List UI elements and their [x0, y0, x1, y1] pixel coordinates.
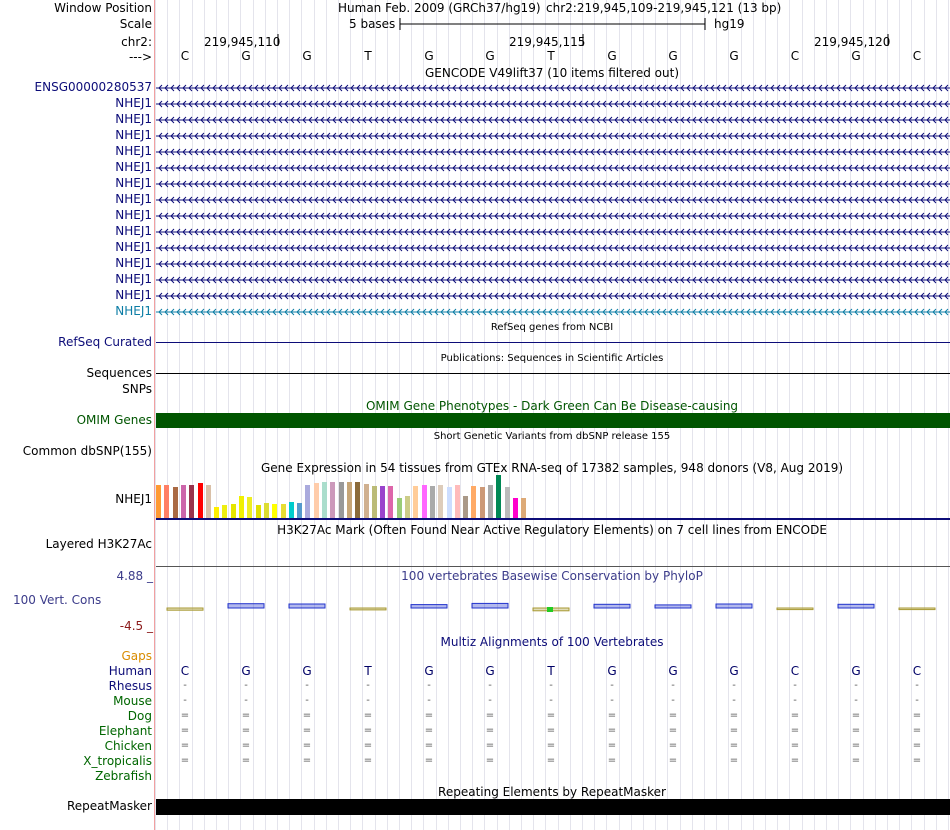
alignment-base: = [241, 755, 251, 766]
sequences-label[interactable]: Sequences [86, 366, 152, 380]
alignment-base: = [424, 740, 434, 751]
gtex-tissue-bar[interactable] [173, 487, 178, 518]
dbsnp-track-title: Short Genetic Variants from dbSNP release 155 [433, 431, 671, 442]
gtex-tissue-bar[interactable] [471, 486, 476, 518]
species-label[interactable]: X_tropicalis [83, 754, 152, 768]
alignment-base: - [488, 695, 492, 706]
alignment-base: = [302, 755, 312, 766]
alignment-base: = [424, 725, 434, 736]
gencode-item-nhej1[interactable]: NHEJ1 [115, 224, 152, 238]
gtex-tissue-bar[interactable] [314, 483, 319, 518]
coord-tick-1: 219,945,110 [204, 35, 281, 49]
alignment-base: = [302, 740, 312, 751]
chr-label: chr2: [121, 35, 152, 49]
alignment-base: = [485, 725, 495, 736]
gtex-tissue-bar[interactable] [405, 496, 410, 518]
alignment-base: G [668, 664, 678, 678]
alignment-base: = [241, 740, 251, 751]
refseq-label[interactable]: RefSeq Curated [58, 335, 152, 349]
conservation-value[interactable] [716, 604, 752, 608]
species-label[interactable]: Rhesus [108, 679, 152, 693]
conservation-value[interactable] [594, 604, 630, 608]
gencode-item-nhej1[interactable]: NHEJ1 [115, 272, 152, 286]
alignment-base: - [549, 680, 553, 691]
sequences-line[interactable] [156, 373, 950, 374]
repeatmasker-bar[interactable] [156, 799, 950, 815]
conservation-value[interactable] [228, 604, 264, 608]
conservation-highlight [547, 607, 553, 612]
conservation-value[interactable] [655, 605, 691, 608]
conservation-value[interactable] [167, 608, 203, 610]
dbsnp-label[interactable]: Common dbSNP(155) [22, 444, 152, 458]
alignment-base: = [851, 725, 861, 736]
base-letter: C [912, 49, 922, 63]
alignment-base: = [424, 755, 434, 766]
gtex-tissue-bar[interactable] [397, 498, 402, 518]
alignment-base: - [732, 680, 736, 691]
alignment-base: G [485, 664, 495, 678]
alignment-base: C [790, 664, 800, 678]
gtex-tissue-bar[interactable] [181, 485, 186, 518]
conservation-plot[interactable] [156, 596, 950, 620]
alignment-base: = [912, 740, 922, 751]
alignment-base: = [790, 740, 800, 751]
alignment-base: = [180, 755, 190, 766]
alignment-base: - [305, 695, 309, 706]
alignment-base: = [729, 725, 739, 736]
alignment-base: = [729, 755, 739, 766]
alignment-base: G [302, 664, 312, 678]
gtex-tissue-bar[interactable] [422, 485, 427, 518]
alignment-base: G [607, 664, 617, 678]
alignment-base: - [244, 680, 248, 691]
alignment-base: - [366, 680, 370, 691]
alignment-base: = [485, 710, 495, 721]
multiz-track-title: Multiz Alignments of 100 Vertebrates [440, 635, 664, 649]
gtex-tissue-bar[interactable] [388, 486, 393, 518]
alignment-base: - [854, 680, 858, 691]
alignment-base: = [546, 740, 556, 751]
gencode-item-nhej1[interactable]: NHEJ1 [115, 128, 152, 142]
gtex-tissue-bar[interactable] [281, 504, 286, 518]
window-position-label: Window Position [54, 1, 152, 15]
gencode-transcript-line[interactable] [156, 147, 950, 157]
alignment-base: - [915, 695, 919, 706]
gencode-transcript-line[interactable] [156, 211, 950, 221]
alignment-base: G [729, 664, 739, 678]
gtex-tissue-bar[interactable] [322, 482, 327, 518]
alignment-base: = [851, 755, 861, 766]
alignment-base: = [729, 710, 739, 721]
alignment-base: - [244, 695, 248, 706]
gtex-tissue-bar[interactable] [347, 482, 352, 518]
gencode-item-nhej1[interactable]: NHEJ1 [115, 256, 152, 270]
conservation-value[interactable] [289, 604, 325, 608]
alignment-base: C [180, 664, 190, 678]
gencode-transcript-line[interactable] [156, 227, 950, 237]
gencode-item-nhej1[interactable]: NHEJ1 [115, 240, 152, 254]
alignment-base: - [610, 680, 614, 691]
alignment-base: - [915, 680, 919, 691]
alignment-base: = [363, 740, 373, 751]
alignment-base: - [427, 695, 431, 706]
gtex-tissue-bar[interactable] [447, 487, 452, 518]
conservation-max: 4.88 _ [116, 569, 153, 583]
alignment-base: - [488, 680, 492, 691]
base-letter: G [485, 49, 495, 63]
gtex-tissue-bar[interactable] [239, 496, 244, 518]
conservation-min: -4.5 _ [119, 619, 153, 633]
alignment-base: = [485, 740, 495, 751]
alignment-base: = [546, 710, 556, 721]
conservation-value[interactable] [350, 608, 386, 610]
gencode-transcript-line[interactable] [156, 259, 950, 269]
gencode-item-nhej1[interactable]: NHEJ1 [115, 288, 152, 302]
gencode-item-nhej1[interactable]: NHEJ1 [115, 192, 152, 206]
alignment-base: = [668, 725, 678, 736]
gtex-tissue-bar[interactable] [513, 498, 518, 518]
alignment-base: = [790, 755, 800, 766]
coord-tick-marks [270, 34, 900, 48]
alignment-base: = [607, 755, 617, 766]
gtex-tissue-bar[interactable] [214, 507, 219, 518]
gencode-transcript-line[interactable] [156, 243, 950, 253]
alignment-base: - [549, 695, 553, 706]
gencode-transcript-line[interactable] [156, 195, 950, 205]
gtex-tissue-bar[interactable] [264, 503, 269, 518]
coord-tick-3: 219,945,120 [814, 35, 891, 49]
gtex-tissue-bar[interactable] [305, 485, 310, 518]
alignment-base: = [302, 725, 312, 736]
gtex-tissue-bar[interactable] [505, 487, 510, 518]
gencode-item-nhej1[interactable]: NHEJ1 [115, 160, 152, 174]
position-readout: chr2:219,945,109-219,945,121 (13 bp) [546, 1, 782, 15]
scale-label: Scale [119, 17, 152, 31]
gtex-tissue-bar[interactable] [272, 504, 277, 518]
gtex-bar-chart[interactable] [156, 476, 536, 518]
alignment-base: = [912, 710, 922, 721]
alignment-base: = [241, 710, 251, 721]
alignment-base: - [305, 680, 309, 691]
gtex-tissue-bar[interactable] [463, 496, 468, 518]
gencode-transcript-line[interactable] [156, 291, 950, 301]
alignment-base: - [183, 680, 187, 691]
conservation-value[interactable] [472, 603, 508, 608]
base-letter: T [547, 49, 555, 63]
alignment-base: = [363, 725, 373, 736]
gtex-track-title: Gene Expression in 54 tissues from GTEx RNA-seq of 17382 samples, 948 donors (V8, Aug 2019) [260, 461, 844, 475]
gencode-item-nhej1[interactable]: NHEJ1 [115, 112, 152, 126]
species-label[interactable]: Chicken [104, 739, 152, 753]
snps-label[interactable]: SNPs [122, 382, 152, 396]
alignment-base: = [851, 740, 861, 751]
gencode-transcript-line[interactable] [156, 163, 950, 173]
alignment-base: = [363, 755, 373, 766]
alignment-base: - [427, 680, 431, 691]
base-letter: G [424, 49, 434, 63]
gtex-tissue-bar[interactable] [222, 505, 227, 518]
omim-label[interactable]: OMIM Genes [76, 413, 152, 427]
gencode-transcript-line[interactable] [156, 275, 950, 285]
gtex-tissue-bar[interactable] [364, 484, 369, 518]
base-letter: T [364, 49, 372, 63]
scale-bar [398, 17, 708, 31]
gtex-tissue-bar[interactable] [496, 475, 501, 518]
alignment-base: G [424, 664, 434, 678]
gencode-item-ensg[interactable]: ENSG00000280537 [34, 80, 152, 94]
gencode-item-nhej1[interactable]: NHEJ1 [115, 208, 152, 222]
base-letter: G [241, 49, 251, 63]
base-letter: C [790, 49, 800, 63]
gtex-tissue-bar[interactable] [355, 482, 360, 518]
alignment-base: = [912, 725, 922, 736]
alignment-base: = [607, 710, 617, 721]
h3k27ac-baseline [156, 566, 950, 567]
alignment-base: C [912, 664, 922, 678]
species-label[interactable]: Dog [127, 709, 152, 723]
gtex-tissue-bar[interactable] [413, 486, 418, 518]
gtex-tissue-bar[interactable] [488, 485, 493, 518]
alignment-base: - [610, 695, 614, 706]
alignment-base: T [547, 664, 555, 678]
alignment-base: - [854, 695, 858, 706]
repeatmasker-track-title: Repeating Elements by RepeatMasker [438, 785, 666, 799]
conservation-value[interactable] [411, 605, 447, 608]
alignment-base: - [183, 695, 187, 706]
gencode-transcript-line[interactable] [156, 307, 950, 317]
gtex-tissue-bar[interactable] [438, 485, 443, 518]
conservation-track-title: 100 vertebrates Basewise Conservation by PhyloP [401, 569, 703, 583]
gtex-tissue-bar[interactable] [339, 482, 344, 518]
gtex-tissue-bar[interactable] [297, 503, 302, 518]
gtex-tissue-bar[interactable] [430, 486, 435, 518]
alignment-base: = [363, 710, 373, 721]
alignment-base: - [732, 695, 736, 706]
refseq-line[interactable] [156, 342, 950, 343]
alignment-base: - [671, 695, 675, 706]
gtex-baseline [156, 518, 950, 520]
alignment-base: = [546, 725, 556, 736]
pubs-track-title: Publications: Sequences in Scientific Articles [440, 353, 664, 364]
db-name: hg19 [714, 17, 745, 31]
alignment-base: = [912, 755, 922, 766]
label-divider [154, 0, 155, 830]
gtex-tissue-bar[interactable] [289, 502, 294, 518]
gencode-item-nhej1[interactable]: NHEJ1 [115, 144, 152, 158]
gtex-tissue-bar[interactable] [198, 483, 203, 518]
alignment-base: = [424, 710, 434, 721]
gtex-tissue-bar[interactable] [455, 485, 460, 518]
species-label[interactable]: Human [108, 664, 152, 678]
alignment-base: - [366, 695, 370, 706]
gtex-tissue-bar[interactable] [380, 486, 385, 518]
alignment-base: G [241, 664, 251, 678]
gtex-tissue-bar[interactable] [256, 505, 261, 518]
assembly-title: Human Feb. 2009 (GRCh37/hg19) [338, 1, 541, 15]
gencode-transcript-line[interactable] [156, 83, 950, 93]
alignment-base: = [241, 725, 251, 736]
gtex-tissue-bar[interactable] [156, 485, 161, 518]
alignment-base: = [485, 755, 495, 766]
alignment-base: T [364, 664, 372, 678]
alignment-base: - [671, 680, 675, 691]
conservation-value[interactable] [838, 604, 874, 608]
repeatmasker-label[interactable]: RepeatMasker [66, 799, 152, 813]
omim-track-title: OMIM Gene Phenotypes - Dark Green Can Be Disease-causing [365, 399, 739, 413]
alignment-base: = [607, 740, 617, 751]
alignment-base: = [180, 710, 190, 721]
omim-bar[interactable] [156, 413, 950, 428]
alignment-base: = [790, 710, 800, 721]
gtex-tissue-bar[interactable] [521, 498, 526, 518]
gtex-tissue-bar[interactable] [247, 497, 252, 518]
gtex-tissue-bar[interactable] [480, 487, 485, 518]
base-letter: G [607, 49, 617, 63]
h3k27ac-track-title: H3K27Ac Mark (Often Found Near Active Regulatory Elements) on 7 cell lines from ENCODE [277, 523, 827, 537]
alignment-base: G [851, 664, 861, 678]
alignment-base: = [302, 710, 312, 721]
gencode-track-title: GENCODE V49lift37 (10 items filtered out) [424, 66, 679, 80]
species-label[interactable]: Elephant [98, 724, 152, 738]
base-letter: G [729, 49, 739, 63]
gtex-tissue-bar[interactable] [189, 485, 194, 518]
gencode-item-nhej1[interactable]: NHEJ1 [115, 96, 152, 110]
base-letter: G [851, 49, 861, 63]
h3k27ac-label[interactable]: Layered H3K27Ac [45, 537, 152, 551]
species-label[interactable]: Zebrafish [95, 769, 152, 783]
alignment-base: = [668, 755, 678, 766]
alignment-base: - [793, 695, 797, 706]
refseq-track-title: RefSeq genes from NCBI [490, 322, 614, 333]
alignment-base: = [180, 725, 190, 736]
alignment-base: = [790, 725, 800, 736]
gtex-label[interactable]: NHEJ1 [115, 492, 152, 506]
scale-text: 5 bases [349, 17, 396, 31]
alignment-base: = [180, 740, 190, 751]
base-letter: C [180, 49, 190, 63]
alignment-base: = [668, 740, 678, 751]
gtex-tissue-bar[interactable] [231, 504, 236, 518]
conservation-value[interactable] [777, 608, 813, 610]
gencode-item-nhej1[interactable]: NHEJ1 [115, 304, 152, 318]
gtex-tissue-bar[interactable] [206, 485, 211, 518]
gtex-tissue-bar[interactable] [164, 485, 169, 518]
alignment-base: - [793, 680, 797, 691]
conservation-value[interactable] [899, 608, 935, 610]
conservation-label[interactable]: 100 Vert. Cons [13, 593, 102, 607]
gencode-transcript-line[interactable] [156, 131, 950, 141]
coord-tick-2: 219,945,115 [509, 35, 586, 49]
alignment-base: = [668, 710, 678, 721]
gencode-transcript-line[interactable] [156, 99, 950, 109]
alignment-base: = [546, 755, 556, 766]
gtex-tissue-bar[interactable] [372, 486, 377, 518]
alignment-base: = [851, 710, 861, 721]
base-letter: G [302, 49, 312, 63]
alignment-base: = [729, 740, 739, 751]
gencode-transcript-line[interactable] [156, 115, 950, 125]
species-label[interactable]: Mouse [113, 694, 152, 708]
gaps-label[interactable]: Gaps [121, 649, 152, 663]
base-letter: G [668, 49, 678, 63]
gtex-tissue-bar[interactable] [330, 482, 335, 518]
alignment-base: = [607, 725, 617, 736]
strand-label: ---> [128, 50, 152, 64]
gencode-item-nhej1[interactable]: NHEJ1 [115, 176, 152, 190]
gencode-transcript-line[interactable] [156, 179, 950, 189]
